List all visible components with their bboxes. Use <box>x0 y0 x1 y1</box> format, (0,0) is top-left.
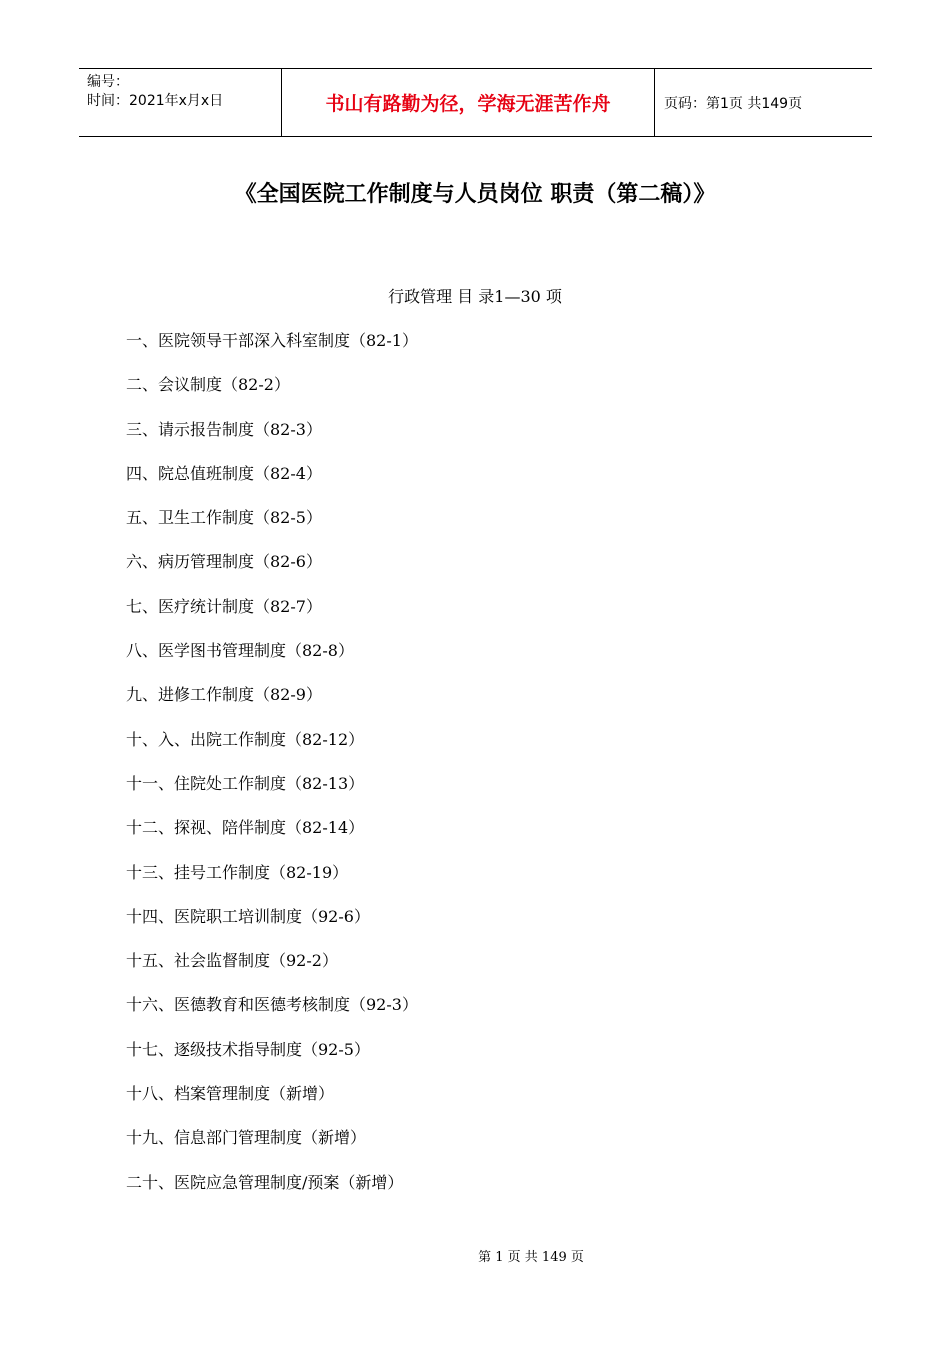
toc-item: 十四、医院职工培训制度（92-6） <box>126 906 370 926</box>
toc-item: 五、卫生工作制度（82-5） <box>126 508 322 528</box>
toc-item: 十三、挂号工作制度（82-19） <box>126 862 349 882</box>
toc-item: 六、病历管理制度（82-6） <box>126 552 322 572</box>
toc-item: 十八、档案管理制度（新增） <box>126 1084 335 1104</box>
page-footer: 第 1 页 共 149 页 <box>478 1250 584 1265</box>
toc-item: 四、院总值班制度（82-4） <box>126 463 322 483</box>
toc-item: 十六、医德教育和医德考核制度（92-3） <box>126 995 418 1015</box>
document-header <box>79 68 872 137</box>
toc-item: 十二、探视、陪伴制度（82-14） <box>126 818 365 838</box>
toc-list <box>126 330 418 1216</box>
toc-item: 十七、逐级技术指导制度（92-5） <box>126 1039 370 1059</box>
toc-item: 七、医疗统计制度（82-7） <box>126 596 322 616</box>
toc-item: 十五、社会监督制度（92-2） <box>126 951 338 971</box>
page-info: 页码：第1页 共149页 <box>664 96 803 112</box>
toc-item: 九、进修工作制度（82-9） <box>126 685 322 705</box>
toc-item: 三、请示报告制度（82-3） <box>126 419 322 439</box>
header-page-cell <box>655 69 872 136</box>
header-motto-cell <box>281 69 655 136</box>
toc-item: 十、入、出院工作制度（82-12） <box>126 729 365 749</box>
number-label: 编号： <box>87 74 129 90</box>
toc-item: 二十、医院应急管理制度/预案（新增） <box>126 1172 404 1192</box>
toc-item: 二、会议制度（82-2） <box>126 375 290 395</box>
toc-item: 一、医院领导干部深入科室制度（82-1） <box>126 331 418 350</box>
motto-text: 书山有路勤为径，学海无涯苦作舟 <box>325 93 611 115</box>
document-title: 《全国医院工作制度与人员岗位 职责（第二稿）》 <box>234 182 716 207</box>
toc-item: 八、医学图书管理制度（82-8） <box>126 641 354 661</box>
toc-item: 十九、信息部门管理制度（新增） <box>126 1128 367 1148</box>
time-label: 时间：2021年x月x日 <box>87 93 224 109</box>
toc-item: 十一、住院处工作制度（82-13） <box>126 773 365 793</box>
toc-heading: 行政管理 目 录1—30 项 <box>388 287 562 306</box>
header-meta-cell <box>79 69 281 136</box>
